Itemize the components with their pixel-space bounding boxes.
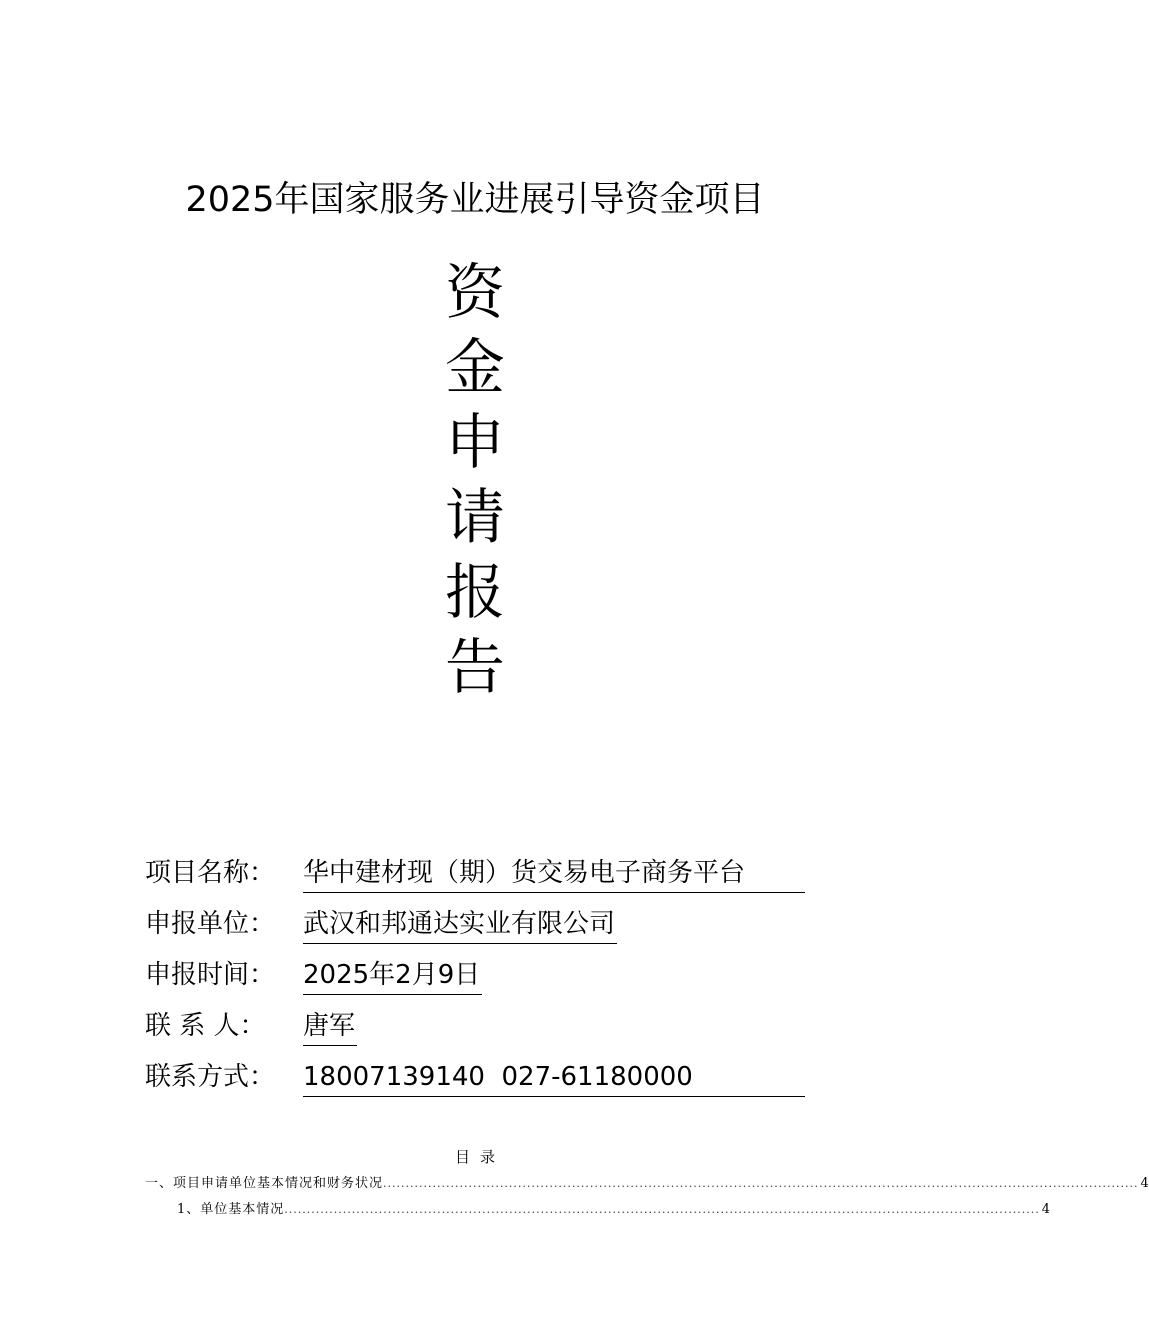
info-label: 项目名称： — [145, 858, 276, 888]
cover-title — [425, 256, 525, 706]
cover-title-char: 告 — [445, 633, 505, 703]
cover-title-char: 金 — [445, 333, 505, 403]
toc-title: 目录 — [454, 1148, 505, 1166]
cover-title-char: 资 — [445, 258, 505, 328]
info-value: 2025年2月9日 — [303, 956, 482, 995]
toc-entry-page: 4 — [1041, 1202, 1050, 1217]
cover-subtitle: 2025年国家服务业进展引导资金项目 — [185, 180, 765, 220]
toc-entry[interactable] — [145, 1198, 1050, 1224]
info-label: 申报单位： — [145, 909, 276, 939]
info-label: 联 系 人： — [145, 1011, 266, 1041]
table-of-contents — [145, 1172, 1149, 1224]
info-row-applicant — [145, 899, 805, 950]
cover-title-char: 报 — [445, 558, 505, 628]
info-label: 申报时间： — [145, 960, 276, 990]
project-info — [145, 848, 805, 1103]
toc-entry-text: 1、单位基本情况 — [177, 1202, 285, 1217]
toc-entry-page: 4 — [1140, 1176, 1149, 1191]
info-row-contact-method — [145, 1052, 805, 1103]
cover-title-char: 申 — [445, 408, 505, 478]
info-value: 18007139140 027-61180000 — [303, 1058, 805, 1097]
cover-title-char: 请 — [445, 483, 505, 553]
toc-leader-dots: ........................................................................................................................................................................ — [284, 1203, 1040, 1216]
toc-entry[interactable] — [145, 1172, 1149, 1198]
info-row-date — [145, 950, 805, 1001]
info-value: 华中建材现（期）货交易电子商务平台 — [303, 854, 805, 893]
info-row-contact-person — [145, 1001, 805, 1052]
toc-entry-text: 一、项目申请单位基本情况和财务状况 — [145, 1176, 384, 1191]
info-value: 唐军 — [303, 1007, 357, 1046]
info-row-project-name — [145, 848, 805, 899]
toc-leader-dots: ........................................................................................................................................................................ — [383, 1177, 1139, 1190]
info-label: 联系方式： — [145, 1062, 276, 1092]
info-value: 武汉和邦通达实业有限公司 — [303, 905, 617, 944]
